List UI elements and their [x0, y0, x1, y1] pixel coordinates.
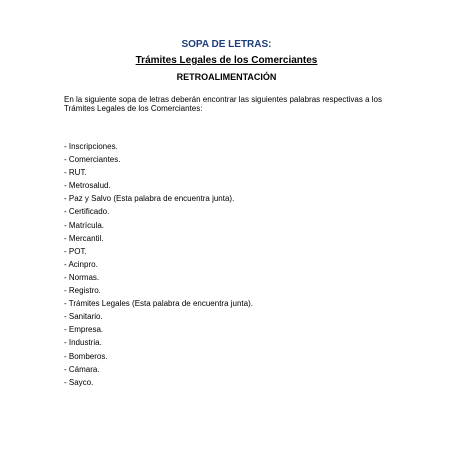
list-item: - Normas.	[64, 272, 100, 282]
list-item: - Empresa.	[64, 325, 104, 335]
section-heading: RETROALIMENTACIÓN	[176, 72, 277, 82]
list-item: - Mercantil.	[64, 233, 104, 243]
list-item: - RUT.	[64, 168, 87, 178]
list-item: - Inscripciones.	[64, 142, 118, 151]
list-item: - Industria.	[64, 338, 102, 348]
list-item: - Cámara.	[64, 364, 100, 374]
list-item: - Certificado.	[64, 207, 110, 217]
list-item: - Metrosalud.	[64, 181, 111, 191]
list-item: - Matrícula.	[64, 220, 105, 230]
list-item: - Paz y Salvo (Esta palabra de encuentra junta).	[64, 194, 235, 204]
list-item: - POT.	[64, 246, 87, 256]
document-title: SOPA DE LETRAS:	[181, 39, 272, 50]
list-item: - Sanitario.	[64, 312, 103, 322]
document-subtitle: Trámites Legales de los Comerciantes	[135, 55, 318, 66]
intro-paragraph: En la siguiente sopa de letras deberán encontrar las siguientes palabras respectivas a los Trámites Legales de los Comerciantes:	[64, 95, 382, 113]
list-item: - Bomberos.	[64, 351, 108, 361]
list-item: - Sayco.	[64, 377, 94, 387]
list-item: - Trámites Legales (Esta palabra de encuentra junta).	[64, 299, 253, 309]
list-item: - Comerciantes.	[64, 155, 121, 165]
list-item: - Acinpro.	[64, 259, 98, 269]
word-list	[64, 140, 404, 389]
list-item: - Registro.	[64, 286, 101, 296]
